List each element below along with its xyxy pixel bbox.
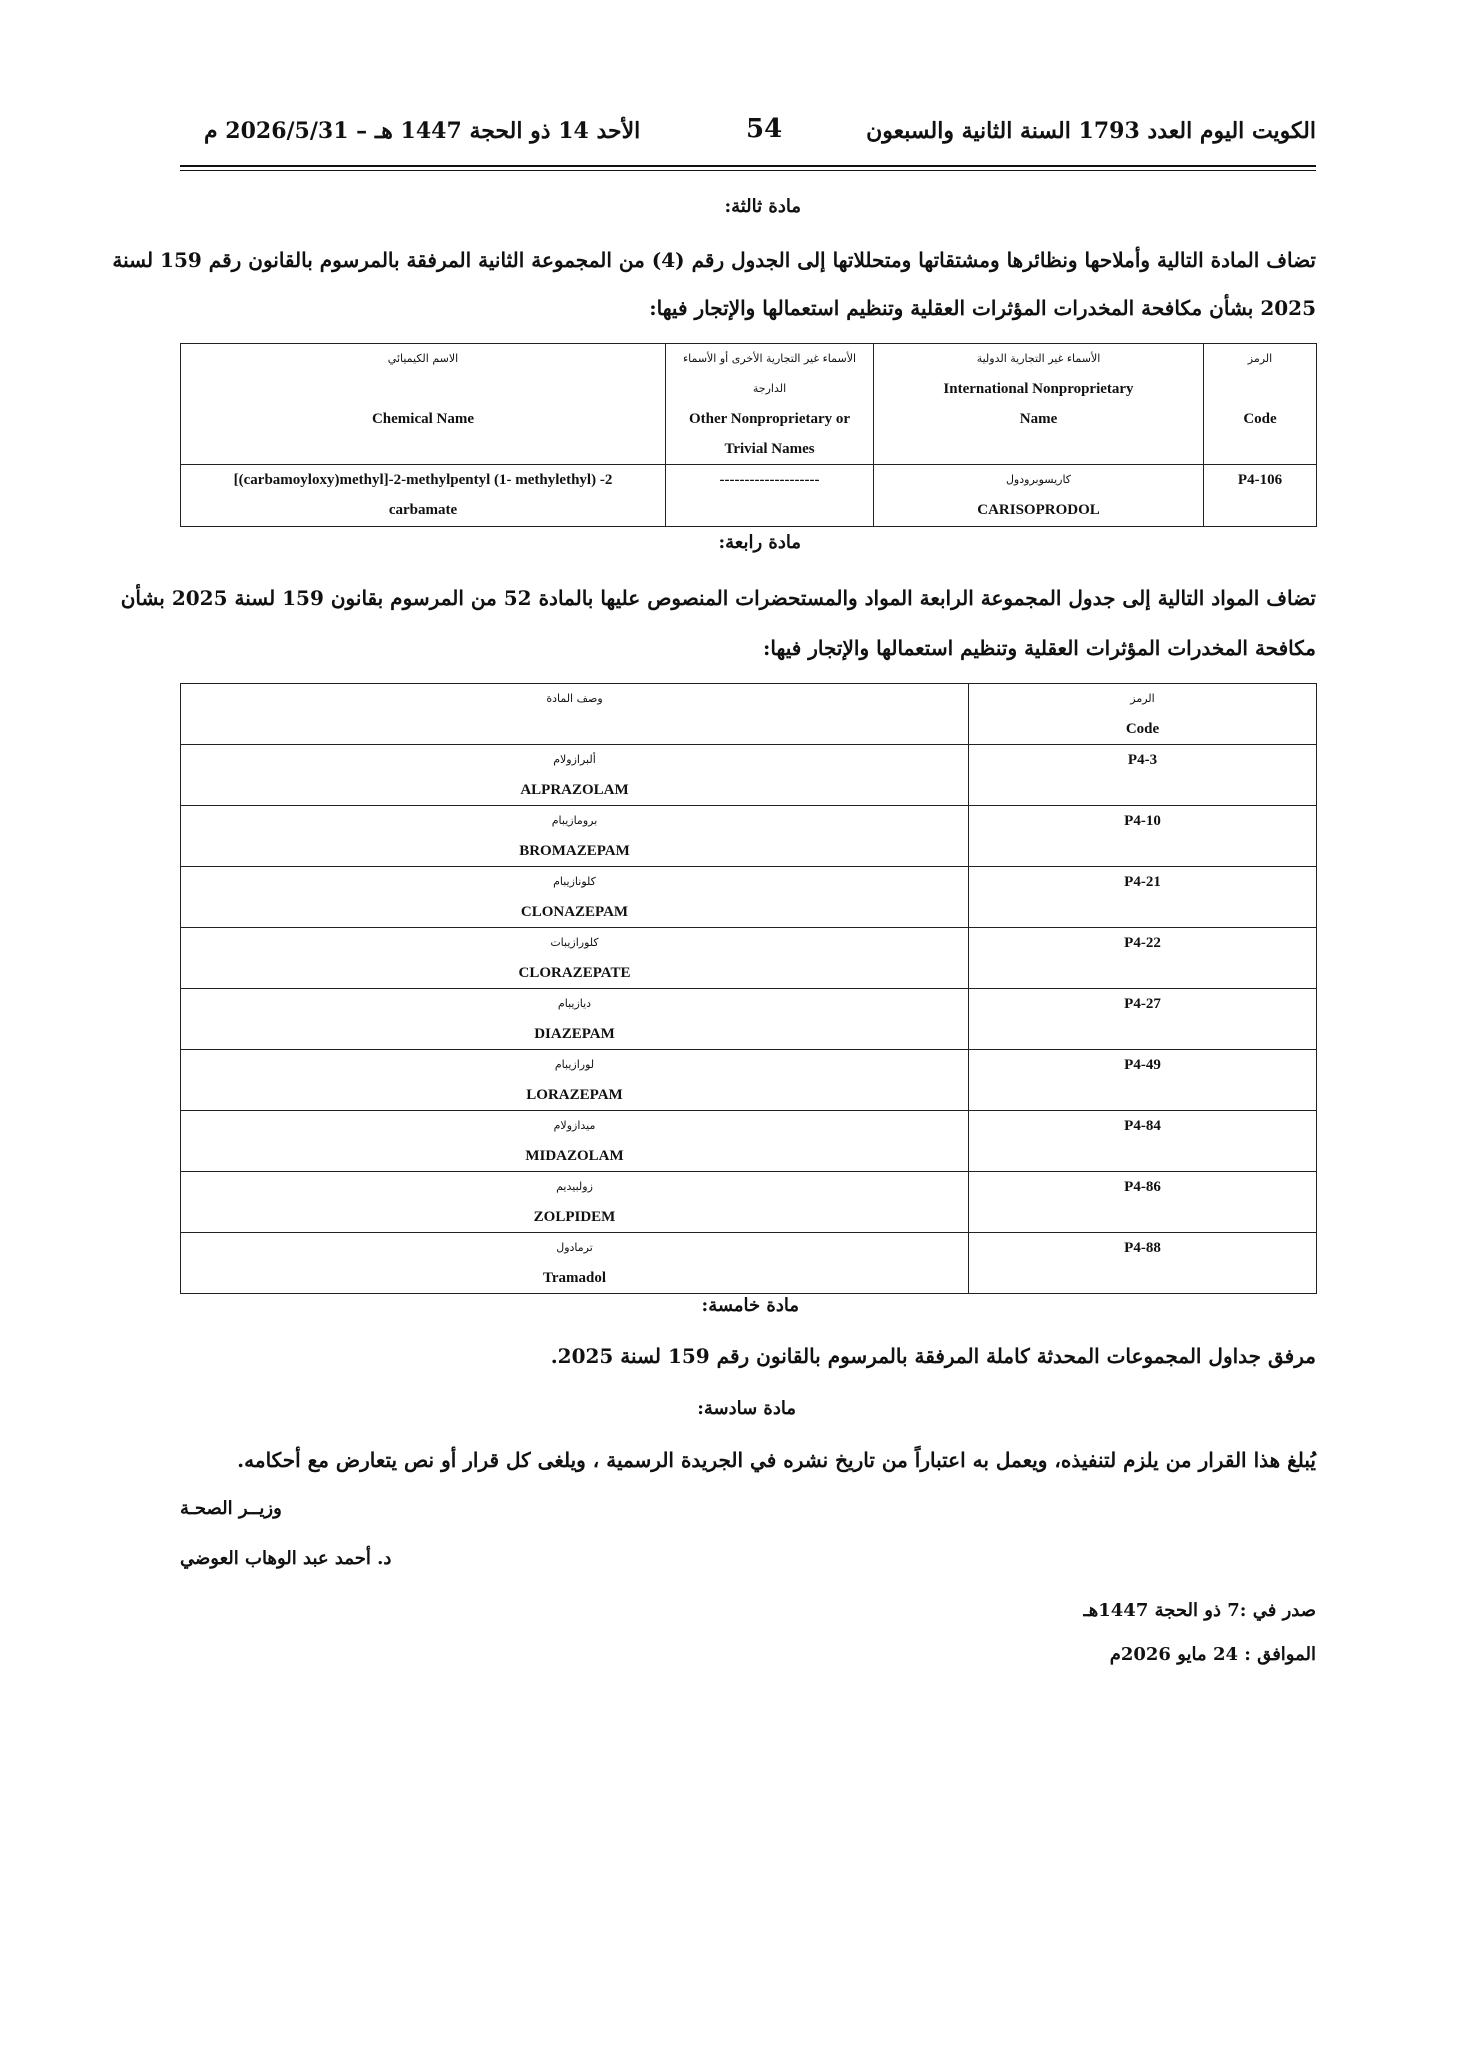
- article4-line2: مكافحة المخدرات المؤثرات العقلية وتنظيم استعمالها والإتجار فيها:: [763, 636, 1316, 660]
- substance-cell: [181, 867, 969, 928]
- article3-line2: 2025 بشأن مكافحة المخدرات المؤثرات العقلية وتنظيم استعمالها والإتجار فيها:: [649, 296, 1316, 320]
- table-row: [181, 928, 1317, 989]
- substance-name-en: CLORAZEPATE: [518, 965, 631, 981]
- article3-heading: مادة ثالثة:: [724, 196, 801, 217]
- article6-heading: مادة سادسة:: [697, 1398, 796, 1419]
- article4-table: [180, 683, 1317, 1294]
- header-issue: الكويت اليوم العدد 1793 السنة الثانية والسبعون: [866, 118, 1316, 144]
- substance-cell: [181, 806, 969, 867]
- code-cell: [969, 989, 1317, 1050]
- other-names-cell: --------------------: [666, 465, 874, 527]
- table-row: [181, 1111, 1317, 1172]
- table-row: [181, 1233, 1317, 1294]
- substance-name-ar: ميدازولام: [553, 1119, 596, 1132]
- minister-title: وزيــر الصحـة: [180, 1498, 282, 1519]
- substance-cell: [181, 989, 969, 1050]
- substance-code: P4-49: [1124, 1057, 1161, 1073]
- header-rule-thin: [180, 170, 1316, 171]
- substance-name-ar: ترمادول: [556, 1241, 593, 1254]
- code-cell: [969, 928, 1317, 989]
- substance-cell: [181, 1050, 969, 1111]
- substance-name-en: ZOLPIDEM: [533, 1209, 616, 1225]
- substance-code: P4-27: [1124, 996, 1161, 1012]
- page-number: 54: [746, 114, 783, 144]
- article3-table: [180, 343, 1317, 527]
- substance-code: P4-22: [1124, 935, 1161, 951]
- substance-name-en: DIAZEPAM: [534, 1026, 615, 1042]
- code-header: الرمز Code: [1204, 344, 1317, 465]
- substance-cell: [181, 928, 969, 989]
- code-cell: P4-106: [1204, 465, 1317, 527]
- desc-header: وصف المادة: [181, 684, 969, 745]
- substance-cell: [181, 1172, 969, 1233]
- code-cell: [969, 1050, 1317, 1111]
- substance-code: P4-3: [1127, 752, 1158, 768]
- article4-line1: تضاف المواد التالية إلى جدول المجموعة الرابعة المواد والمستحضرات المنصوص عليها بالمادة 52 من المرسوم بقانون 159 لسنة 2025 بشأن: [120, 586, 1316, 610]
- other-names-header: الأسماء غير التجارية الأخرى أو الأسماء الدارجة Other Nonproprietary or Trivial Names: [666, 344, 874, 465]
- article3-line1: تضاف المادة التالية وأملاحها ونظائرها ومشتقاتها ومتحللاتها إلى الجدول رقم (4) من المجموعة الثانية المرفقة بالمرسوم بالقانون رقم 159 لسنة: [112, 248, 1316, 272]
- article4-heading: مادة رابعة:: [718, 532, 801, 553]
- substance-cell: [181, 1111, 969, 1172]
- table-row: [181, 1172, 1317, 1233]
- header-date: الأحد 14 ذو الحجة 1447 هـ – 2026/5/31 م: [204, 118, 641, 144]
- substance-name-ar: لورازيبام: [554, 1058, 595, 1071]
- substance-name-en: MIDAZOLAM: [525, 1148, 624, 1164]
- article6-text: يُبلغ هذا القرار من يلزم لتنفيذه، ويعمل به اعتباراً من تاريخ نشره في الجريدة الرسمية ، ويلغى كل قرار أو نص يتعارض مع أحكامه.: [237, 1448, 1316, 1472]
- substance-code: P4-21: [1124, 874, 1161, 890]
- chem-cell: [(carbamoyloxy)methyl]-2-methylpentyl (1- methylethyl) -2 carbamate: [181, 465, 666, 527]
- article5-text: مرفق جداول المجموعات المحدثة كاملة المرفقة بالمرسوم بالقانون رقم 159 لسنة 2025.: [550, 1344, 1316, 1368]
- substance-name-ar: ديازيبام: [557, 997, 592, 1010]
- issued-gregorian: الموافق : 24 مايو 2026م: [1109, 1644, 1316, 1665]
- chem-header: الاسم الكيميائي Chemical Name: [181, 344, 666, 465]
- substance-name-ar: كلورازيبات: [550, 936, 599, 949]
- code-cell: [969, 745, 1317, 806]
- table-row: [181, 1050, 1317, 1111]
- substance-name-ar: ألبرازولام: [553, 753, 596, 766]
- table-row: [181, 867, 1317, 928]
- code-cell: [969, 806, 1317, 867]
- page-header: [180, 114, 1316, 158]
- substance-name-ar: برومازيبام: [551, 814, 598, 827]
- inn-header: الأسماء غير التجارية الدولية International Nonproprietary Name: [874, 344, 1204, 465]
- code-header: الرمز Code: [969, 684, 1317, 745]
- substance-code: P4-88: [1124, 1240, 1161, 1256]
- issued-hijri: صدر في :7 ذو الحجة 1447هـ: [1083, 1600, 1316, 1621]
- code-cell: [969, 867, 1317, 928]
- code-cell: [969, 1233, 1317, 1294]
- table-row: [181, 745, 1317, 806]
- table-row: [181, 989, 1317, 1050]
- minister-name: د. أحمد عبد الوهاب العوضي: [180, 1548, 392, 1569]
- substance-code: P4-84: [1124, 1118, 1161, 1134]
- substance-name-en: ALPRAZOLAM: [520, 782, 629, 798]
- article5-heading: مادة خامسة:: [701, 1295, 799, 1316]
- substance-name-ar: كلونازيبام: [553, 875, 596, 888]
- substance-name-en: BROMAZEPAM: [519, 843, 630, 859]
- substance-cell: [181, 1233, 969, 1294]
- article4-table-body: [181, 745, 1317, 1294]
- code-cell: [969, 1172, 1317, 1233]
- substance-name-en: LORAZEPAM: [526, 1087, 623, 1103]
- substance-code: P4-10: [1124, 813, 1161, 829]
- header-rule: [180, 165, 1316, 167]
- table-row: [181, 806, 1317, 867]
- substance-name-en: Tramadol: [542, 1270, 607, 1286]
- substance-name-ar: زولبيديم: [556, 1180, 593, 1193]
- code-cell: [969, 1111, 1317, 1172]
- substance-cell: [181, 745, 969, 806]
- substance-code: P4-86: [1124, 1179, 1161, 1195]
- substance-name-en: CLONAZEPAM: [520, 904, 629, 920]
- inn-cell: كاريسوبرودول CARISOPRODOL: [874, 465, 1204, 527]
